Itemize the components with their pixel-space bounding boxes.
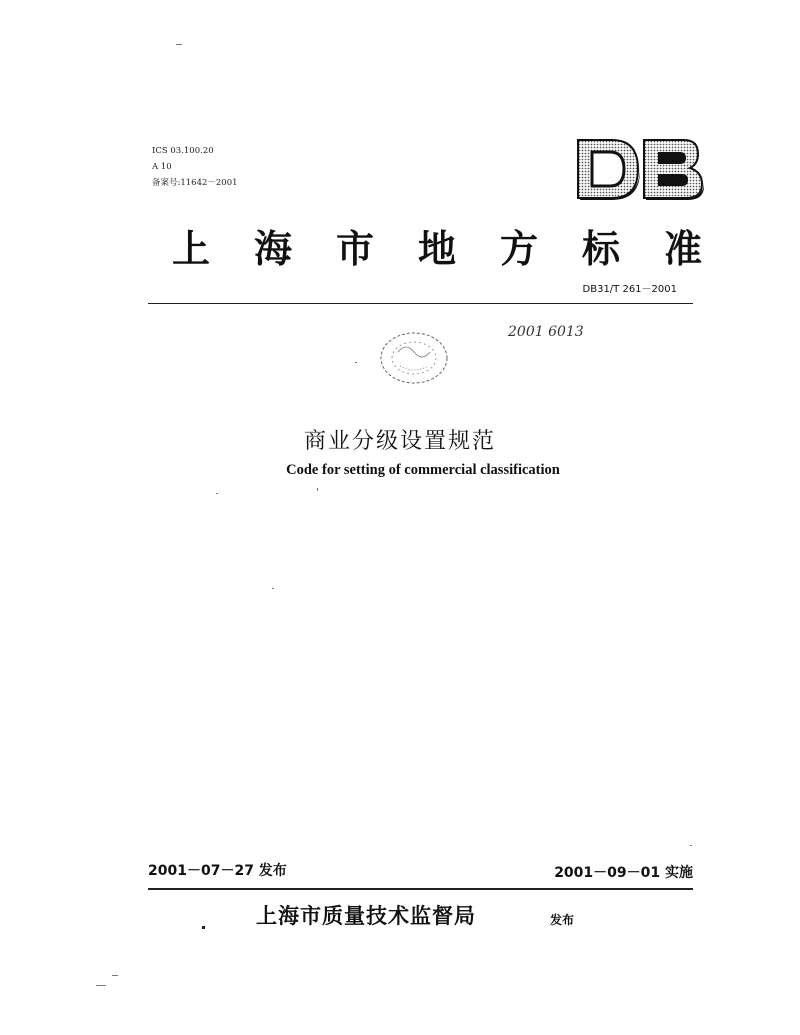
category-code: A 10 (152, 162, 172, 172)
record-number: 备案号:11642－2001 (152, 178, 238, 188)
scan-speck (176, 44, 182, 45)
db-logo (572, 134, 708, 204)
scan-speck (317, 488, 318, 491)
document-meta (152, 143, 238, 191)
document-title: 商业分级设置规范 (303, 429, 496, 454)
implementation-date: 2001－09－01 实施 (554, 865, 693, 881)
header-divider (148, 303, 693, 304)
library-seal (376, 328, 452, 388)
issuing-authority: 上海市质量技术监督局 (256, 904, 476, 928)
footer-divider (148, 888, 693, 890)
document-subtitle-en: Code for setting of commercial classification (286, 462, 560, 478)
main-title: 上海市地方标准 (172, 227, 747, 271)
publish-label: 发布 (550, 913, 575, 927)
standard-number: DB31/T 261－2001 (582, 284, 677, 295)
scan-speck (216, 493, 218, 494)
ics-code: ICS 03.100.20 (152, 146, 214, 156)
scan-speck (690, 845, 692, 846)
scan-speck (355, 362, 357, 363)
scan-speck (272, 588, 274, 589)
issue-date: 2001－07－27 发布 (148, 863, 287, 879)
handwritten-note: 2001 6013 (508, 324, 584, 340)
scan-speck (112, 975, 118, 976)
scan-speck (202, 926, 205, 929)
scan-speck (96, 985, 106, 986)
